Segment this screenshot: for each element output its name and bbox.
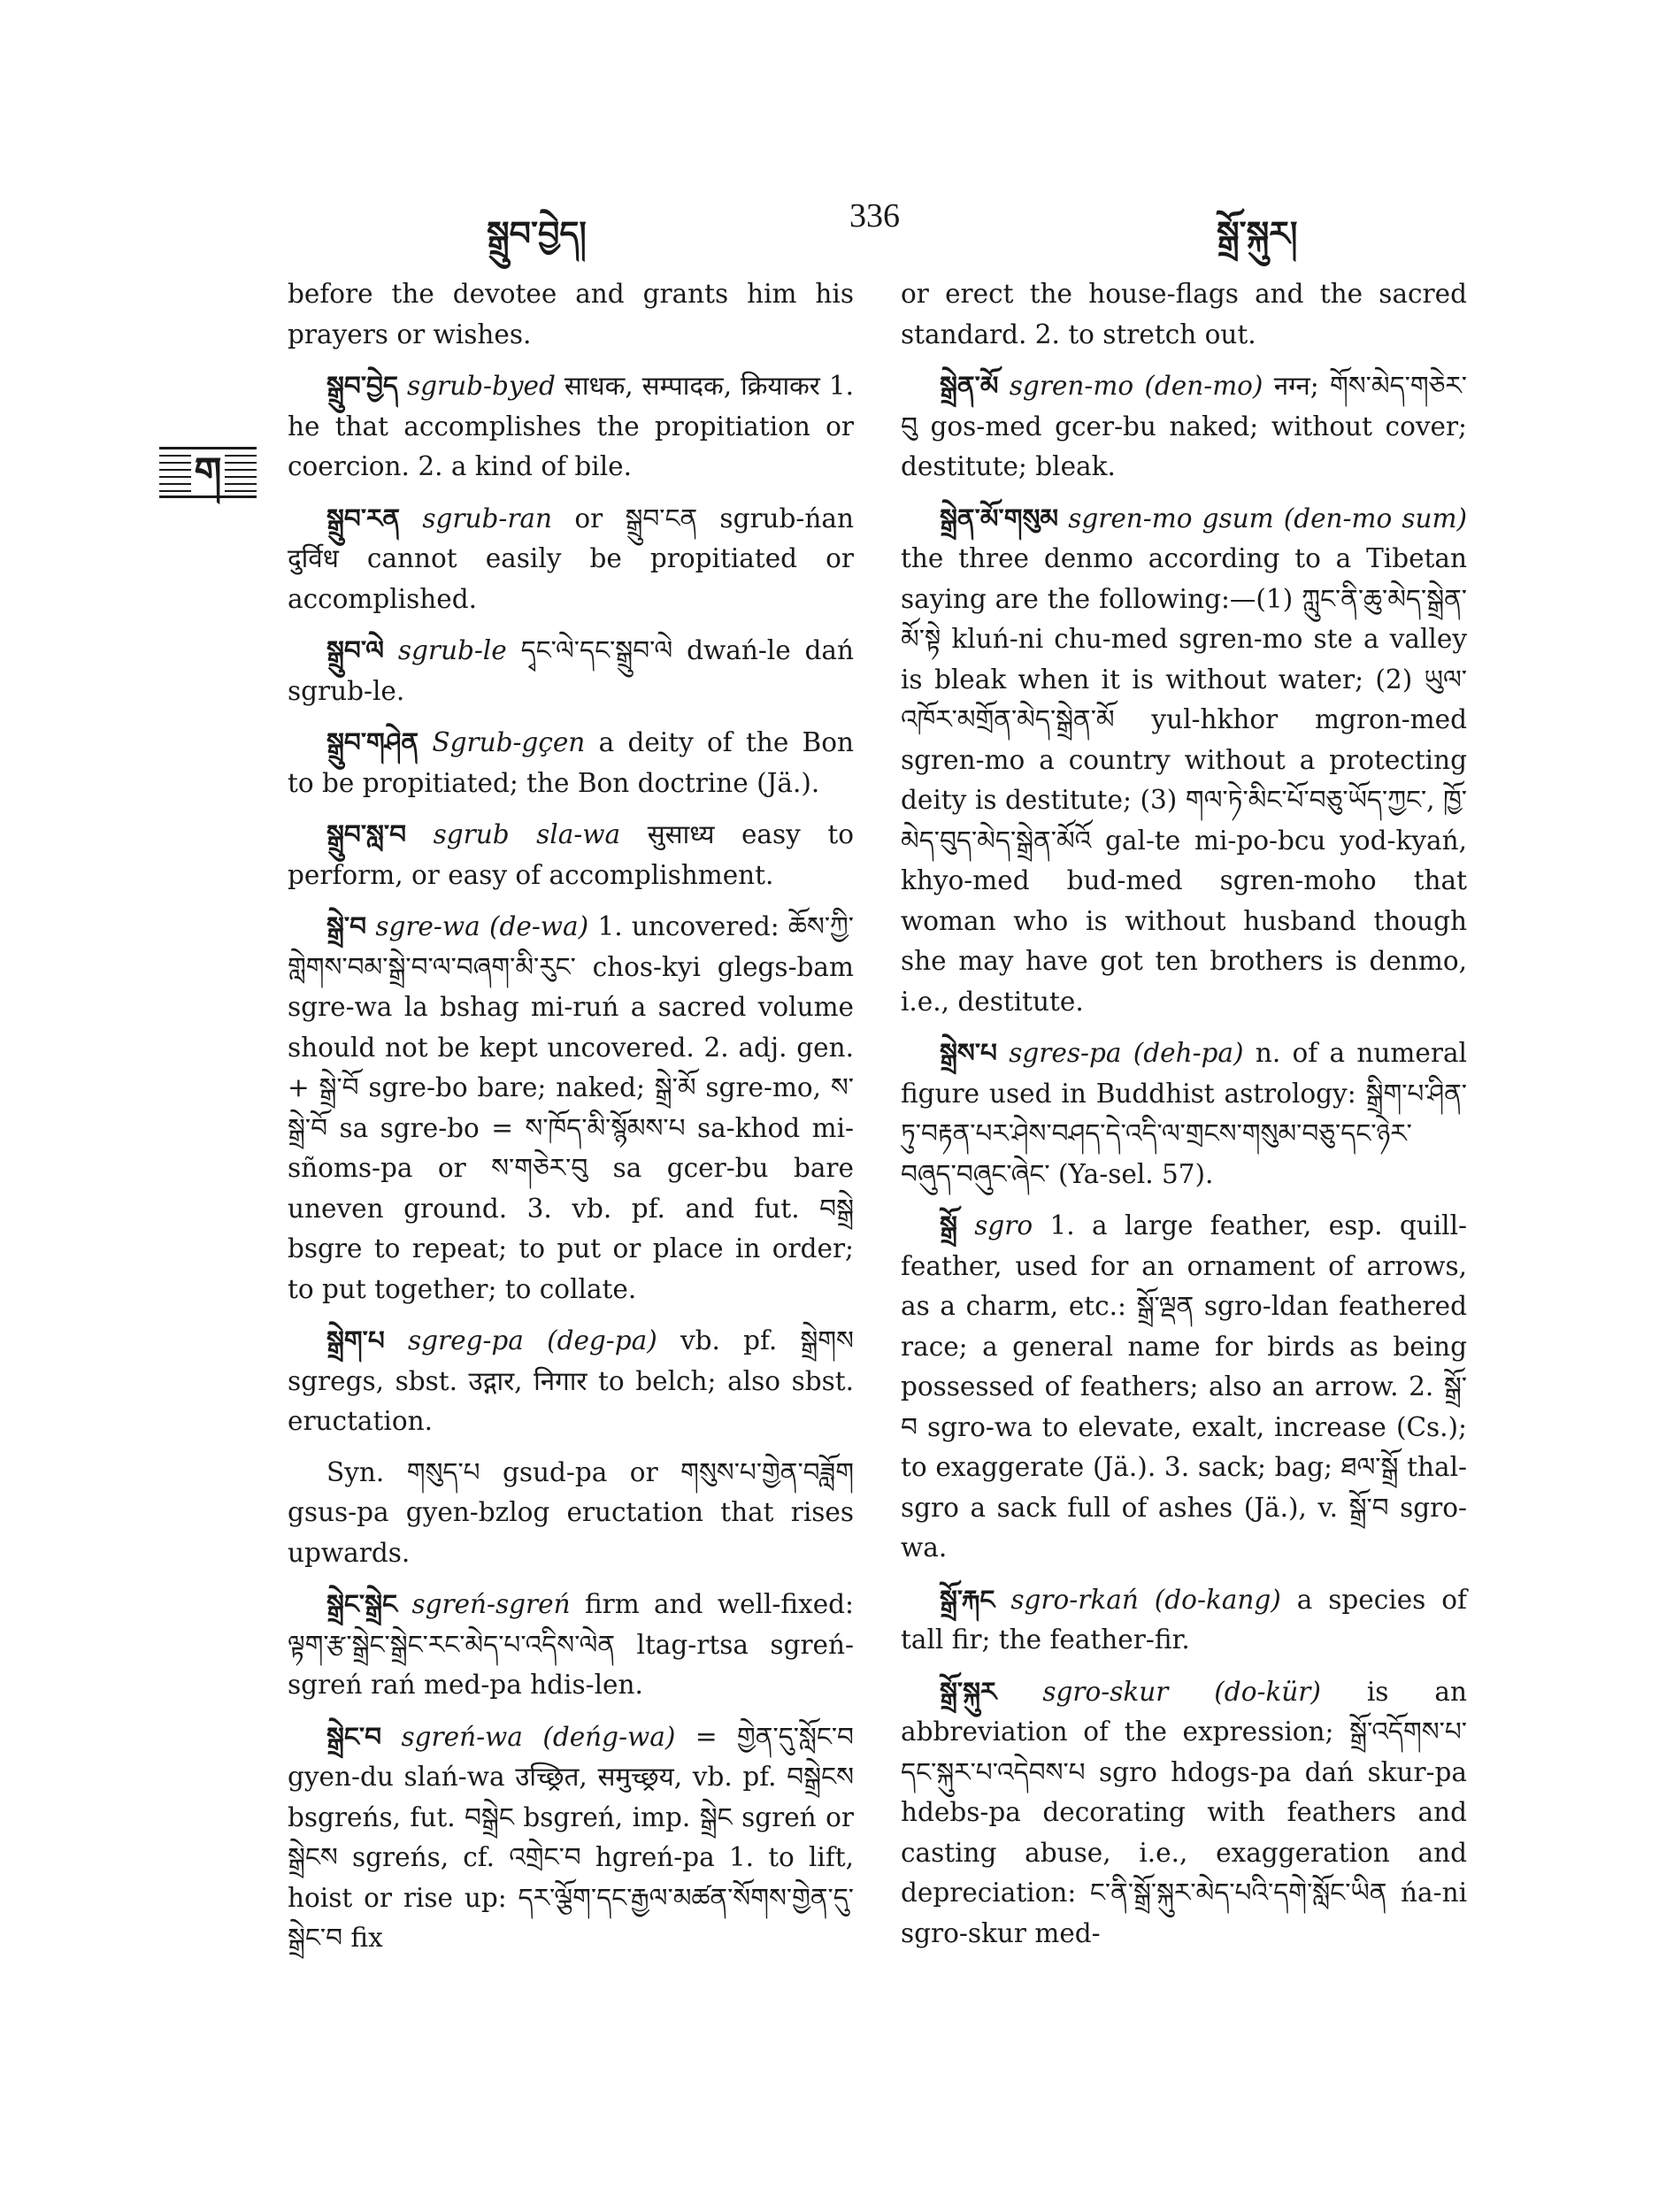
entry-romanization: sgren-mo (den-mo)	[1009, 371, 1263, 401]
dictionary-entry	[288, 1584, 854, 1706]
entry-romanization: sgro-rkań (do-kang)	[1010, 1584, 1281, 1615]
entry-headword: སྒྲུབ་རན	[326, 502, 401, 534]
entry-definition: नग्न; གོས་མེད་གཅེར་བུ gos-med gcer-bu naked; without cover; destitute; bleak.	[901, 371, 1467, 481]
entry-definition: n. of a numeral figure used in Buddhist astrology: སྒྲིག་པ་ཤིན་ཏུ་བརྟན་པར་ཤེས་བཤད་དེ་འདི་ལ་གྲངས་གསུམ་བཅུ་དང་ཉེར་བཞུད་བཞུང་ཞེང་ (Ya-sel. 57).	[901, 1038, 1467, 1189]
entry-romanization: sgreń-sgreń	[411, 1589, 571, 1619]
entry-definition: a species of tall fir; the feather-fir.	[901, 1584, 1467, 1655]
dictionary-entry	[288, 274, 854, 355]
entry-headword: སྒྲོ་སྐུར	[940, 1675, 997, 1707]
dictionary-entry	[901, 1671, 1467, 1955]
entry-definition: before the devotee and grants him his prayers or wishes.	[288, 279, 854, 349]
entry-romanization: sgreń-wa (deńg-wa)	[401, 1721, 676, 1752]
entry-headword: སྒྲོ་རྐང	[940, 1583, 995, 1615]
dictionary-entry	[288, 814, 854, 895]
header-left-headword: སྒྲུབ་བྱེད།	[487, 213, 587, 253]
dictionary-entry	[901, 1579, 1467, 1661]
dictionary-entry	[901, 1205, 1467, 1569]
entry-headword: སྒྲེང་བ	[326, 1720, 382, 1752]
entry-definition: साधक, सम्पादक, क्रियाकर 1. he that accomplishes the propitiation or coercion. 2. a kind of bile.	[288, 371, 854, 481]
dictionary-entry	[288, 365, 854, 488]
entry-definition: सुसाध्य easy to perform, or easy of accomplishment.	[288, 819, 854, 890]
margin-letter-marker	[159, 447, 257, 498]
entry-romanization: sgres-pa (deh-pa)	[1009, 1038, 1244, 1068]
entry-definition: the three denmo according to a Tibetan saying are the following:—(1) ཀླུང་ནི་ཆུ་མེད་སྒྲེན་མོ་སྟེ kluń-ni chu-med sgren-mo ste a valley is bleak when it is without water; (2) ཡུལ་འཁོར་མགྲོན་མེད་སྒྲེན་མོ yul-hkhor mgron-med sgren-mo a country without a protecting deity is destitute; (3) གལ་ཏེ་མིང་པོ་བཅུ་ཡོད་ཀྱང་, ཁྱོ་མེད་བུད་མེད་སྒྲེན་མོའོ gal-te mi-po-bcu yod-kyań, khyo-med bud-med sgren-moho that woman who is without husband though she may have got ten brothers is denmo, i.e., destitute.	[901, 543, 1467, 1017]
entry-definition: 1. uncovered: ཆོས་ཀྱི་གླེགས་བམ་སྒྲེ་བ་ལ་བཞག་མི་རུང་ chos-kyi glegs-bam sgre-wa la bshag mi-ruń a sacred volume should not be kept uncovered. 2. adj. gen. + སྒྲེ་བོ sgre-bo bare; naked; སྒྲེ་མོ sgre-mo, ས་སྒྲེ་བོ sa sgre-bo = ས་ཁོད་མི་སྙོམས་པ sa-khod mi-sñoms-pa or ས་གཅེར་བུ sa gcer-bu bare uneven ground. 3. vb. pf. and fut. བསྒྲེ bsgre to repeat; to put or place in order; to put together; to collate.	[288, 911, 854, 1304]
entry-romanization: sgrub sla-wa	[433, 819, 621, 849]
entry-headword: སྒྲེག་པ	[326, 1325, 385, 1356]
dictionary-entry	[288, 498, 854, 620]
dictionary-entry	[901, 1033, 1467, 1194]
margin-letter: ག	[191, 449, 226, 495]
dictionary-entry	[288, 1320, 854, 1442]
page-number: 336	[849, 197, 900, 234]
entry-romanization: sgre-wa (de-wa)	[375, 911, 589, 941]
dictionary-entry	[288, 1717, 854, 1959]
entry-definition: Syn. གསུད་པ gsud-pa or གསུས་པ་གྱེན་བཟློག gsus-pa gyen-bzlog eructation that rises upwards.	[288, 1456, 854, 1568]
dictionary-entry	[288, 1453, 854, 1574]
entry-romanization: sgro	[974, 1210, 1033, 1240]
entry-definition: or erect the house-flags and the sacred standard. 2. to stretch out.	[901, 279, 1467, 349]
entry-headword: སྒྲེང་སྒྲེང	[326, 1588, 398, 1619]
dictionary-entry	[901, 498, 1467, 1023]
entry-headword: སྒྲེ་བ	[326, 910, 367, 941]
entry-headword: སྒྲེན་མོ	[940, 370, 999, 401]
entry-headword: སྒྲེས་པ	[940, 1037, 997, 1068]
dictionary-entry	[901, 365, 1467, 488]
running-header	[0, 196, 1659, 258]
header-right-headword: སྒྲོ་སྐུར།	[1217, 213, 1298, 253]
entry-headword: སྒྲུབ་ལེ	[326, 634, 384, 665]
entry-romanization: sgro-skur (do-kür)	[1042, 1676, 1321, 1707]
entry-definition: vb. pf. སྒྲེགས sgregs, sbst. उद्गार, निगार to belch; also sbst. eructation.	[288, 1325, 854, 1436]
entry-romanization: Sgrub-gçen	[432, 727, 586, 757]
entry-headword: སྒྲུབ་གཤེན	[326, 726, 419, 757]
entry-definition: is an abbreviation of the expression; སྒྲོ་འདོགས་པ་དང་སྐུར་པ་འདེབས་པ sgro hdogs-pa dań skur-pa hdebs-pa decorating with feathers and casting abuse, i.e., exaggeration and depreciation: ང་ནི་སྒྲོ་སྐུར་མེད་པའི་དགེ་སློང་ཡིན ńa-ni sgro-skur med-	[901, 1676, 1467, 1948]
left-column	[288, 274, 854, 1970]
entry-romanization: sgrub-le	[397, 635, 507, 665]
entry-romanization: sgrub-byed	[407, 371, 556, 401]
entry-definition: = གྱེན་དུ་སློང་བ gyen-du slań-wa उच्छ्रित, समुच्छ्रय, vb. pf. བསྒྲེངས bsgreńs, fut. བསྒྲེང bsgreń, imp. སྒྲེང sgreń or སྒྲེངས sgreńs, cf. འགྲེང་བ hgreń-pa 1. to lift, hoist or rise up: དར་ལྕོག་དང་རྒྱལ་མཚན་སོགས་གྱེན་དུ་སྒྲེང་བ fix	[288, 1721, 854, 1953]
entry-definition: or སྒྲུབ་ངན sgrub-ńan दुर्विध cannot easily be propitiated or accomplished.	[288, 503, 854, 614]
entry-headword: སྒྲུབ་བྱེད	[326, 370, 399, 401]
dictionary-entry	[901, 274, 1467, 355]
entry-romanization: sgrub-ran	[422, 503, 553, 534]
entry-definition: 1. a large feather, esp. quill-feather, used for an ornament of arrows, as a charm, etc.: སྒྲོ་ལྡན sgro-ldan feathered race; a general name for birds as being possessed of feathers; also an arrow. 2. སྒྲོ་བ sgro-wa to elevate, exalt, increase (Cs.); to exaggerate (Jä.). 3. sack; bag; ཐལ་སྒྲོ thal-sgro a sack full of ashes (Jä.), v. སྒྲོ་བ sgro-wa.	[901, 1210, 1467, 1563]
entry-headword: སྒྲོ	[940, 1210, 957, 1240]
entry-headword: སྒྲུབ་སླ་བ	[326, 818, 407, 849]
entry-romanization: sgren-mo gsum (den-mo sum)	[1068, 503, 1467, 534]
right-column	[901, 274, 1467, 1964]
dictionary-entry	[288, 906, 854, 1310]
entry-definition: དྭང་ལེ་དང་སྒྲུབ་ལེ dwań-le dań sgrub-le.	[288, 635, 854, 706]
dictionary-entry	[288, 722, 854, 803]
entry-romanization: sgreg-pa (deg-pa)	[407, 1325, 657, 1356]
entry-definition: firm and well-fixed: ལྟག་རྩ་སྒྲེང་སྒྲེང་རང་མེད་པ་འདིས་ལེན ltag-rtsa sgreń-sgreń rań med-pa hdis-len.	[288, 1589, 854, 1700]
entry-headword: སྒྲེན་མོ་གསུམ	[940, 502, 1059, 534]
entry-definition: a deity of the Bon to be propitiated; the Bon doctrine (Jä.).	[288, 727, 854, 798]
dictionary-entry	[288, 630, 854, 711]
